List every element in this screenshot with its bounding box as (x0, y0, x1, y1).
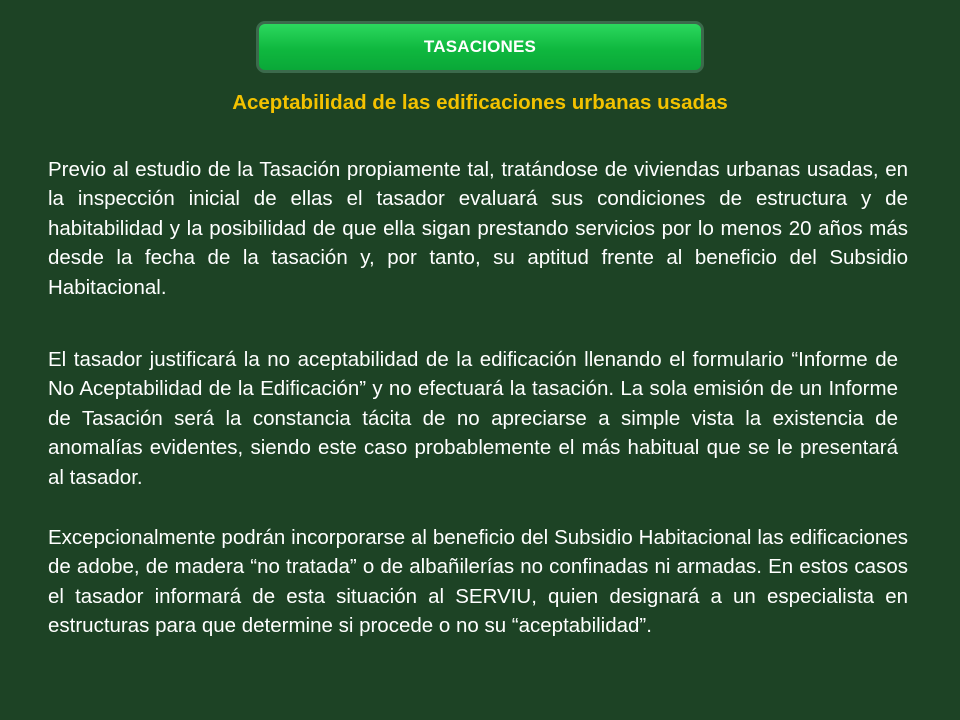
slide-subtitle: Aceptabilidad de las edificaciones urbanas usadas (232, 91, 728, 114)
section-title-badge (256, 21, 704, 73)
section-title-label: TASACIONES (423, 37, 537, 56)
paragraph-exceptions: Excepcionalmente podrán incorporarse al beneficio del Subsidio Habitacional las edificaciones de adobe, de madera “no tratada” o de albañilerías no confinadas ni armadas. En estos casos el tasador informará de esta situación al SERVIU, quien designará a un especialista en estructuras para que determine si procede o no su “aceptabilidad”. (48, 526, 908, 638)
paragraph-inspection: Previo al estudio de la Tasación propiamente tal, tratándose de viviendas urbanas usadas, en la inspección inicial de ellas el tasador evaluará sus condiciones de estructura y de habitabilidad y la posibilidad de que ella sigan prestando servicios por lo menos 20 años más desde la fecha de la tasación y, por tanto, su aptitud frente al beneficio del Subsidio Habitacional. (48, 158, 908, 299)
paragraph-non-acceptability: El tasador justificará la no aceptabilidad de la edificación llenando el formulario “Informe de No Aceptabilidad de la Edificación” y no efectuará la tasación. La sola emisión de un Informe de Tasación será la constancia tácita de no apreciarse a simple vista la existencia de anomalías evidentes, siendo este caso probablemente el más habitual que se le presentará al tasador. (48, 348, 898, 489)
